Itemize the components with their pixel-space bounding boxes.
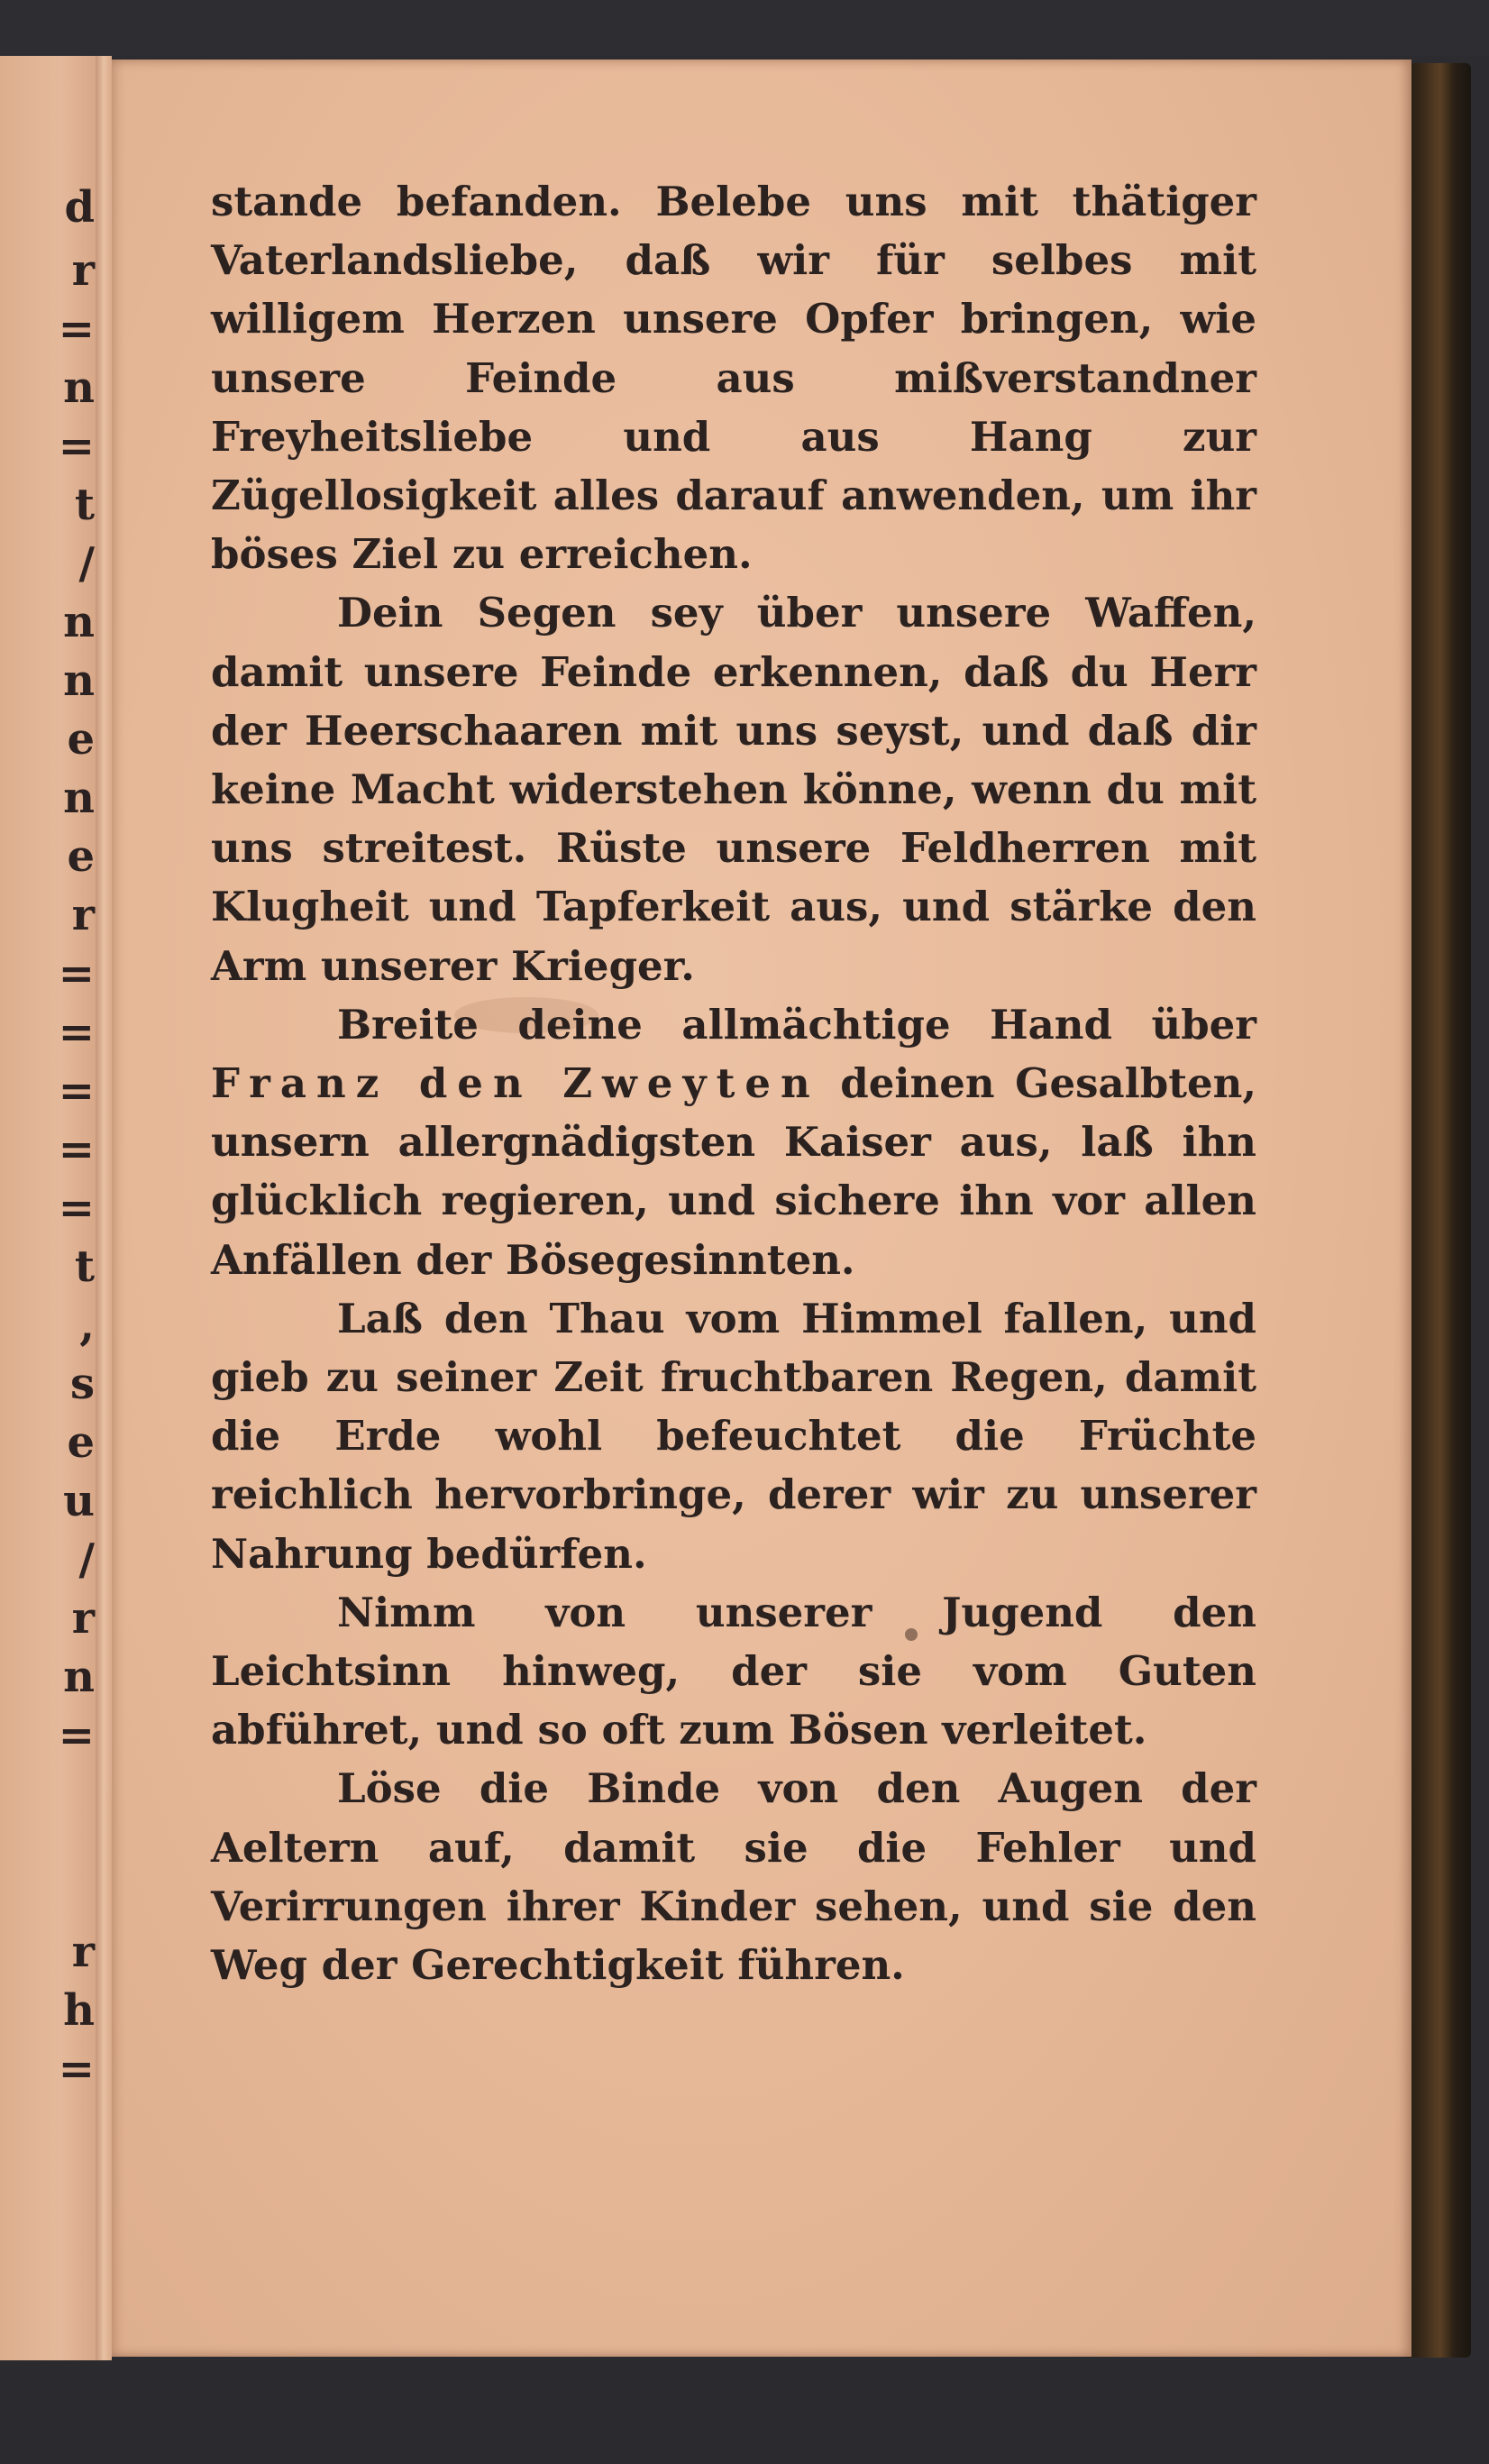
paragraph bbox=[211, 995, 1256, 1289]
facing-page-fragment: r bbox=[71, 1927, 95, 1977]
facing-page-fragment: = bbox=[58, 1007, 95, 1058]
facing-page-fragment: s bbox=[69, 1359, 95, 1409]
facing-page-fragment: = bbox=[58, 1124, 95, 1175]
facing-page-fragment: = bbox=[58, 1710, 95, 1761]
facing-page-fragment: n bbox=[63, 597, 95, 647]
paragraph: stande befanden. Belebe uns mit thätiger Vaterlandsliebe, daß wir für selbes mit willigem Herzen unsere Opfer bringen, wie unsere Feinde aus mißverstandner Freyheitsliebe und aus Hang zur Zügellosigkeit alles darauf anwenden, um ihr böses Ziel zu erreichen. bbox=[211, 178, 1256, 579]
facing-page-fragment: e bbox=[67, 831, 95, 882]
facing-page-fragment: d bbox=[64, 182, 95, 233]
facing-page-fragment: t bbox=[74, 480, 95, 530]
facing-page-fragment: n bbox=[63, 1652, 95, 1702]
book-gutter bbox=[96, 56, 112, 2360]
facing-page-fragment: / bbox=[78, 538, 95, 589]
facing-page-fragment: h bbox=[63, 1985, 95, 2036]
facing-page-edge bbox=[0, 56, 101, 2360]
facing-page-fragment: t bbox=[74, 1241, 95, 1292]
facing-page-fragment: = bbox=[58, 304, 95, 354]
facing-page-fragment: u bbox=[63, 1476, 95, 1526]
facing-page-fragment: , bbox=[79, 1300, 95, 1351]
facing-page-fragment: = bbox=[58, 1183, 95, 1233]
facing-page-fragment: n bbox=[63, 655, 95, 706]
paragraph: Laß den Thau vom Himmel fallen, und gieb zu seiner Zeit fruchtbaren Regen, damit die Erde wohl befeuchtet die Früchte reichlich hervorbringe, derer wir zu unserer Nahrung bedürfen. bbox=[211, 1294, 1256, 1578]
page-text bbox=[211, 172, 1256, 1994]
facing-page-fragment: = bbox=[58, 421, 95, 472]
paragraph: Nimm von unserer Jugend den Leichtsinn hinweg, der sie vom Guten abführet, und so oft zum Bösen verleitet. bbox=[211, 1588, 1256, 1754]
facing-page-fragment: / bbox=[78, 1534, 95, 1585]
facing-page-fragment: e bbox=[67, 714, 95, 765]
facing-page-fragment: = bbox=[58, 948, 95, 999]
facing-page-fragment: e bbox=[67, 1417, 95, 1468]
facing-page-fragment: = bbox=[58, 2044, 95, 2094]
scan-background-bottom bbox=[0, 2360, 1489, 2464]
book-page bbox=[112, 60, 1411, 2357]
paragraph-text: deinen Gesalbten, unsern allergnädigsten Kaiser aus, laß ihn glücklich regieren, und sichere ihn vor allen Anfällen der Bösegesinnten. bbox=[211, 1059, 1256, 1284]
paragraph-text: Breite deine allmächtige Hand über bbox=[337, 1000, 1256, 1049]
facing-page-fragment: n bbox=[63, 773, 95, 823]
paragraph: Dein Segen sey über unsere Waffen, damit unsere Feinde erkennen, daß du Herr der Heerschaaren mit uns seyst, und daß dir keine Macht widerstehen könne, wenn du mit uns streitest. Rüste unsere Feldherren mit Klugheit und Tapferkeit aus, und stärke den Arm unserer Krieger. bbox=[211, 589, 1256, 990]
book-cover-edge bbox=[1402, 63, 1471, 2358]
scan-background-top bbox=[0, 0, 1489, 56]
emphasized-name: Franz den Zweyten bbox=[211, 1059, 820, 1108]
facing-page-fragment: n bbox=[63, 362, 95, 413]
facing-page-fragment: = bbox=[58, 1066, 95, 1116]
facing-page-fragment: r bbox=[71, 890, 95, 940]
paragraph: Löse die Binde von den Augen der Aeltern auf, damit sie die Fehler und Verirrungen ihrer Kinder sehen, und sie den Weg der Gerechtigkeit führen. bbox=[211, 1764, 1256, 1990]
facing-page-fragment: r bbox=[71, 245, 95, 296]
facing-page-fragment: r bbox=[71, 1593, 95, 1644]
